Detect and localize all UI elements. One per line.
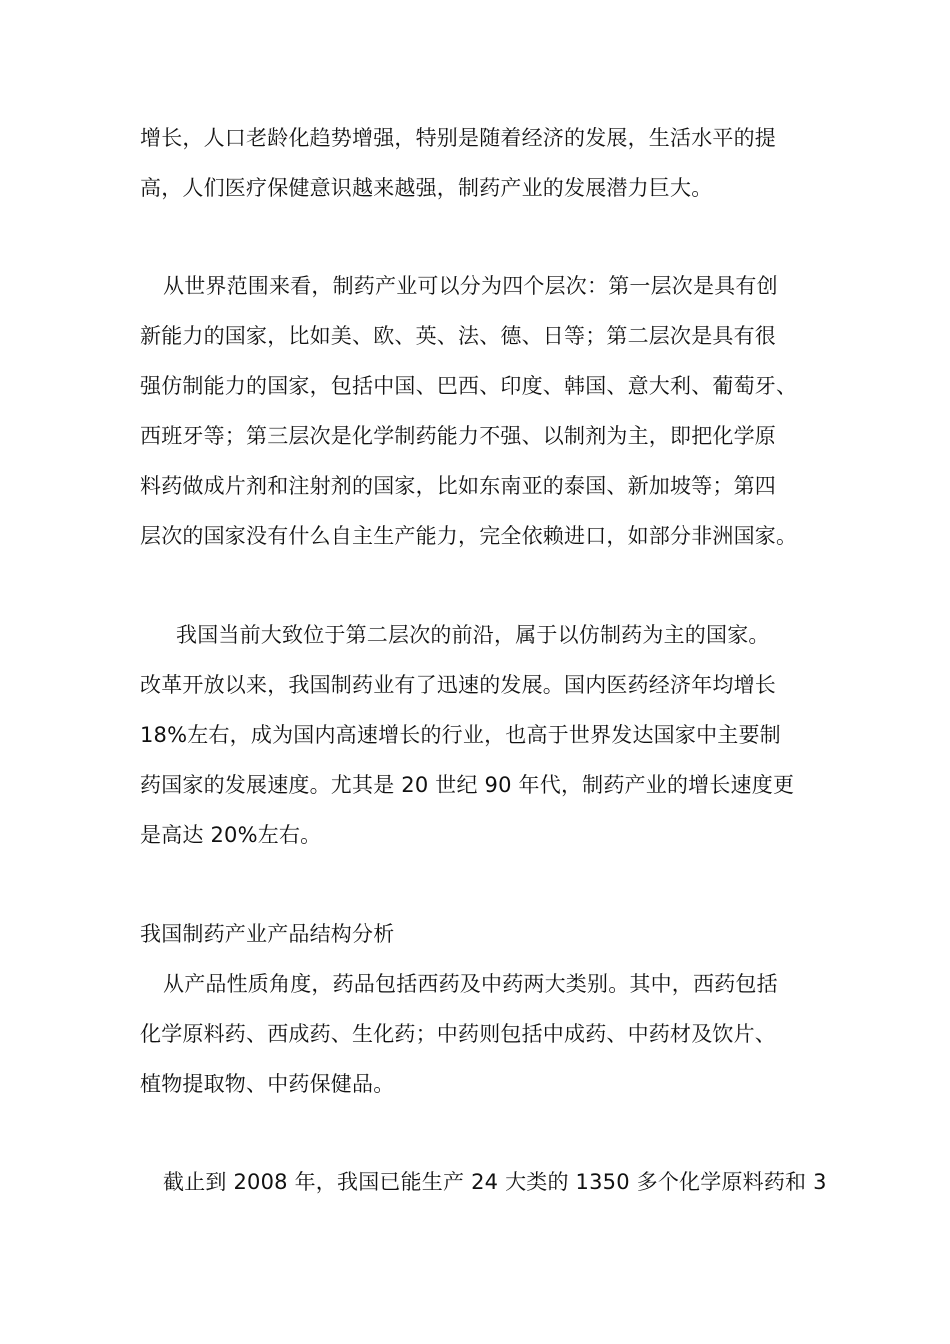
section-heading: 我国制药产业产品结构分析: [140, 922, 395, 946]
paragraph-4-line-2: 化学原料药、西成药、生化药；中药则包括中成药、中药材及饮片、: [140, 1022, 776, 1046]
paragraph-3-line-1: 我国当前大致位于第二层次的前沿，属于以仿制药为主的国家。: [176, 623, 770, 647]
paragraph-2-line-6: 层次的国家没有什么自主生产能力，完全依赖进口，如部分非洲国家。: [140, 524, 798, 548]
paragraph-4-line-1: 从产品性质角度，药品包括西药及中药两大类别。其中，西药包括: [163, 972, 778, 996]
paragraph-3-line-3: 18%左右，成为国内高速增长的行业，也高于世界发达国家中主要制: [140, 723, 781, 747]
paragraph-2-line-4: 西班牙等；第三层次是化学制药能力不强、以制剂为主，即把化学原: [140, 424, 776, 448]
paragraph-1-line-1: 增长，人口老龄化趋势增强，特别是随着经济的发展，生活水平的提: [140, 126, 776, 150]
paragraph-2-line-2: 新能力的国家，比如美、欧、英、法、德、日等；第二层次是具有很: [140, 324, 776, 348]
paragraph-3-line-5: 是高达 20%左右。: [140, 823, 322, 847]
paragraph-2-line-5: 料药做成片剂和注射剂的国家，比如东南亚的泰国、新加坡等；第四: [140, 474, 776, 498]
paragraph-2-line-3: 强仿制能力的国家，包括中国、巴西、印度、韩国、意大利、葡萄牙、: [140, 374, 798, 398]
paragraph-4-line-3: 植物提取物、中药保健品。: [140, 1072, 395, 1096]
paragraph-1-line-2: 高，人们医疗保健意识越来越强，制药产业的发展潜力巨大。: [140, 176, 713, 200]
paragraph-5-line-1: 截止到 2008 年，我国已能生产 24 大类的 1350 多个化学原料药和 3: [163, 1170, 827, 1194]
paragraph-3-line-4: 药国家的发展速度。尤其是 20 世纪 90 年代，制药产业的增长速度更: [140, 773, 795, 797]
paragraph-3-line-2: 改革开放以来，我国制药业有了迅速的发展。国内医药经济年均增长: [140, 673, 776, 697]
paragraph-2-line-1: 从世界范围来看，制药产业可以分为四个层次：第一层次是具有创: [163, 274, 778, 298]
